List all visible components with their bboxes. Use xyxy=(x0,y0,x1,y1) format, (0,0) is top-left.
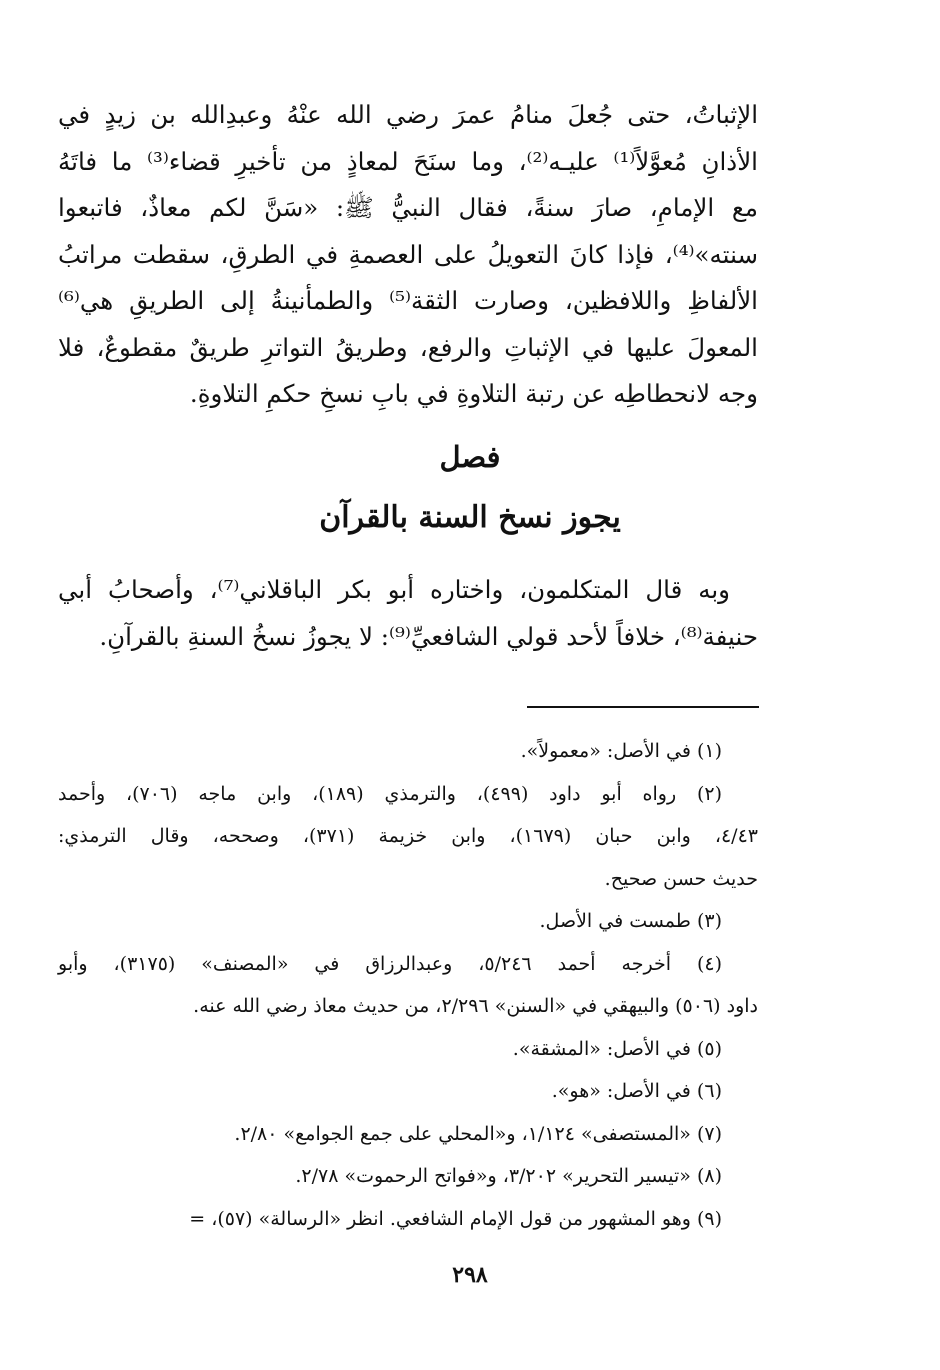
text-line: سنته»⁽⁴⁾، فإذا كانَ التعويلُ على العصمةِ في الطرقِ، سقطت مراتبُ xyxy=(58,239,758,269)
footnote-line: (٦) في الأصل: «هو». xyxy=(551,1080,722,1102)
text-line: الألفاظِ واللافظين، وصارت الثقة⁽⁵⁾ والطمأنينةُ إلى الطريقِ هي⁽⁶⁾ xyxy=(58,286,758,315)
footnote-line: (٣) طمست في الأصل. xyxy=(539,910,722,932)
section-subtitle: يجوز نسخ السنة بالقرآن xyxy=(319,500,621,535)
footnote-line: ٤/٤٣، وابن حبان (١٦٧٩)، وابن خزيمة (٣٧١)، وصححه، وقال الترمذي: xyxy=(58,825,758,847)
footnote-divider xyxy=(527,706,759,708)
text-line: حنيفة⁽⁸⁾، خلافاً لأحد قولي الشافعيِّ⁽⁹⁾: لا يجوزُ نسخُ السنةِ بالقرآنِ. xyxy=(99,622,758,651)
footnote-line: (٢) رواه أبو داود (٤٩٩)، والترمذي (١٨٩)، وابن ماجه (٧٠٦)، وأحمد xyxy=(58,782,722,805)
footnote-line: (٩) وهو المشهور من قول الإمام الشافعي. انظر «الرسالة» (٥٧)، = xyxy=(189,1207,722,1230)
text-line: الإثباتُ، حتى جُعلَ منامُ عمرَ رضي الله عنْهُ وعبدِالله بن زيدٍ في xyxy=(58,100,758,129)
text-line: المعولَ عليها في الإثباتِ والرفع، وطريقُ التواترِ طريقٌ مقطوعٌ، فلا xyxy=(58,332,758,362)
footnotes xyxy=(58,730,758,1240)
footnote-line: (٨) «تيسير التحرير» ٣/٢٠٢، و«فواتح الرحموت» ٢/٧٨. xyxy=(295,1165,722,1187)
footnote-line: حديث حسن صحيح. xyxy=(604,867,758,890)
footnote-line: (٧) «المستصفى» ١/١٢٤، و«المحلي على جمع الجوامع» ٢/٨٠. xyxy=(234,1122,722,1145)
text-line: وجه لانحطاطِه عن رتبة التلاوةِ في بابِ نسخِ حكمِ التلاوةِ. xyxy=(189,379,758,408)
footnote-line: (٤) أخرجه أحمد ٥/٢٤٦، وعبدالرزاق في «المصنف» (٣١٧٥)، وأبو xyxy=(58,952,722,975)
page-number: ٢٩٨ xyxy=(452,1262,488,1288)
footnote-line: (١) في الأصل: «معمولاً». xyxy=(520,740,722,762)
text-line: الأذانِ مُعوَّلاً⁽¹⁾ عليـه⁽²⁾، وما سنَحَ لمعاذٍ من تأخيرِ قضاء⁽³⁾ ما فاتَهُ xyxy=(58,146,758,176)
main-paragraph xyxy=(58,92,758,418)
text-line: مع الإمامِ، صارَ سنةً، فقال النبيُّ ﷺ: «سَنَّ لكم معاذٌ، فاتبعوا xyxy=(58,193,758,222)
second-paragraph xyxy=(58,566,758,660)
text-line: وبه قال المتكلمون، واختاره أبو بكر الباقلاني⁽⁷⁾، وأصحابُ أبي xyxy=(58,575,730,604)
footnote-line: داود (٥٠٦) والبيهقي في «السنن» ٢/٢٩٦، من حديث معاذ رضي الله عنه. xyxy=(193,995,758,1017)
section-title: فصل xyxy=(439,440,501,474)
footnote-line: (٥) في الأصل: «المشقة». xyxy=(512,1037,722,1060)
